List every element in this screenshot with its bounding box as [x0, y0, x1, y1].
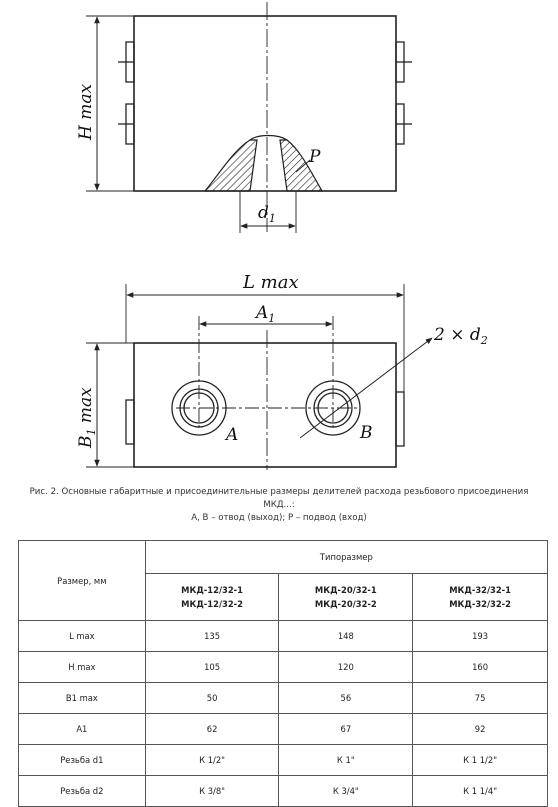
inlet-section-left [205, 140, 257, 191]
l-max-label: L max [243, 272, 299, 293]
row-label: Резьба d2 [19, 776, 146, 807]
port-a-label: A [226, 425, 239, 445]
front-right-lugs [396, 42, 412, 144]
caption-line-3: А, В – отвод (выход); Р – подвод (вход) [191, 513, 367, 523]
table-cell: 193 [413, 621, 548, 652]
row-label: A1 [19, 714, 146, 745]
row-label: L max [19, 621, 146, 652]
b1-max-label: $B_1$ max [76, 387, 98, 448]
caption-line-1: Рис. 2. Основные габаритные и присоединительные размеры делителей расхода резьбового присоединения [29, 487, 529, 497]
table-cell: 62 [145, 714, 279, 745]
table-cell: К 1" [279, 745, 413, 776]
top-body [134, 343, 396, 467]
table-row [19, 652, 548, 683]
top-left-lug [126, 400, 134, 444]
row-label: B1 max [19, 683, 146, 714]
table-cell: 135 [145, 621, 279, 652]
table-cell: 120 [279, 652, 413, 683]
figure-caption [20, 486, 538, 525]
table-cell: 50 [145, 683, 279, 714]
table-cell: К 3/4" [279, 776, 413, 807]
table-cell: К 1 1/4" [413, 776, 548, 807]
table-cell: К 3/8" [145, 776, 279, 807]
table-cell: 75 [413, 683, 548, 714]
model-header: МКД-20/32-1 МКД-20/32-2 [279, 574, 413, 621]
d1-label: $d_1$ [258, 203, 276, 225]
port-b-label: B [360, 423, 373, 443]
spec-table [18, 540, 548, 807]
table-cell: К 1/2" [145, 745, 279, 776]
table-cell: К 1 1/2" [413, 745, 548, 776]
table-row [19, 683, 548, 714]
table-header-row [19, 541, 548, 574]
table-row [19, 745, 548, 776]
a1-label: $A_1$ [256, 303, 276, 325]
table-cell: 92 [413, 714, 548, 745]
top-right-lug [396, 392, 404, 446]
h-max-label: H max [76, 83, 96, 140]
caption-line-2: МКД...: [263, 500, 295, 510]
table-cell: 67 [279, 714, 413, 745]
table-row [19, 776, 548, 807]
model-header: МКД-32/32-1 МКД-32/32-2 [413, 574, 548, 621]
p-label: P [309, 147, 321, 167]
table-cell: 148 [279, 621, 413, 652]
size-header: Размер, мм [19, 541, 146, 621]
two-d2-label: $2 \times d_2$ [434, 325, 488, 347]
type-header: Типоразмер [145, 541, 547, 574]
table-row [19, 621, 548, 652]
row-label: Резьба d1 [19, 745, 146, 776]
front-left-lugs [118, 42, 134, 144]
front-body [134, 16, 396, 191]
table-row [19, 714, 548, 745]
table-cell: 105 [145, 652, 279, 683]
table-cell: 56 [279, 683, 413, 714]
model-header: МКД-12/32-1 МКД-12/32-2 [145, 574, 279, 621]
table-cell: 160 [413, 652, 548, 683]
row-label: H max [19, 652, 146, 683]
front-view [86, 2, 412, 233]
